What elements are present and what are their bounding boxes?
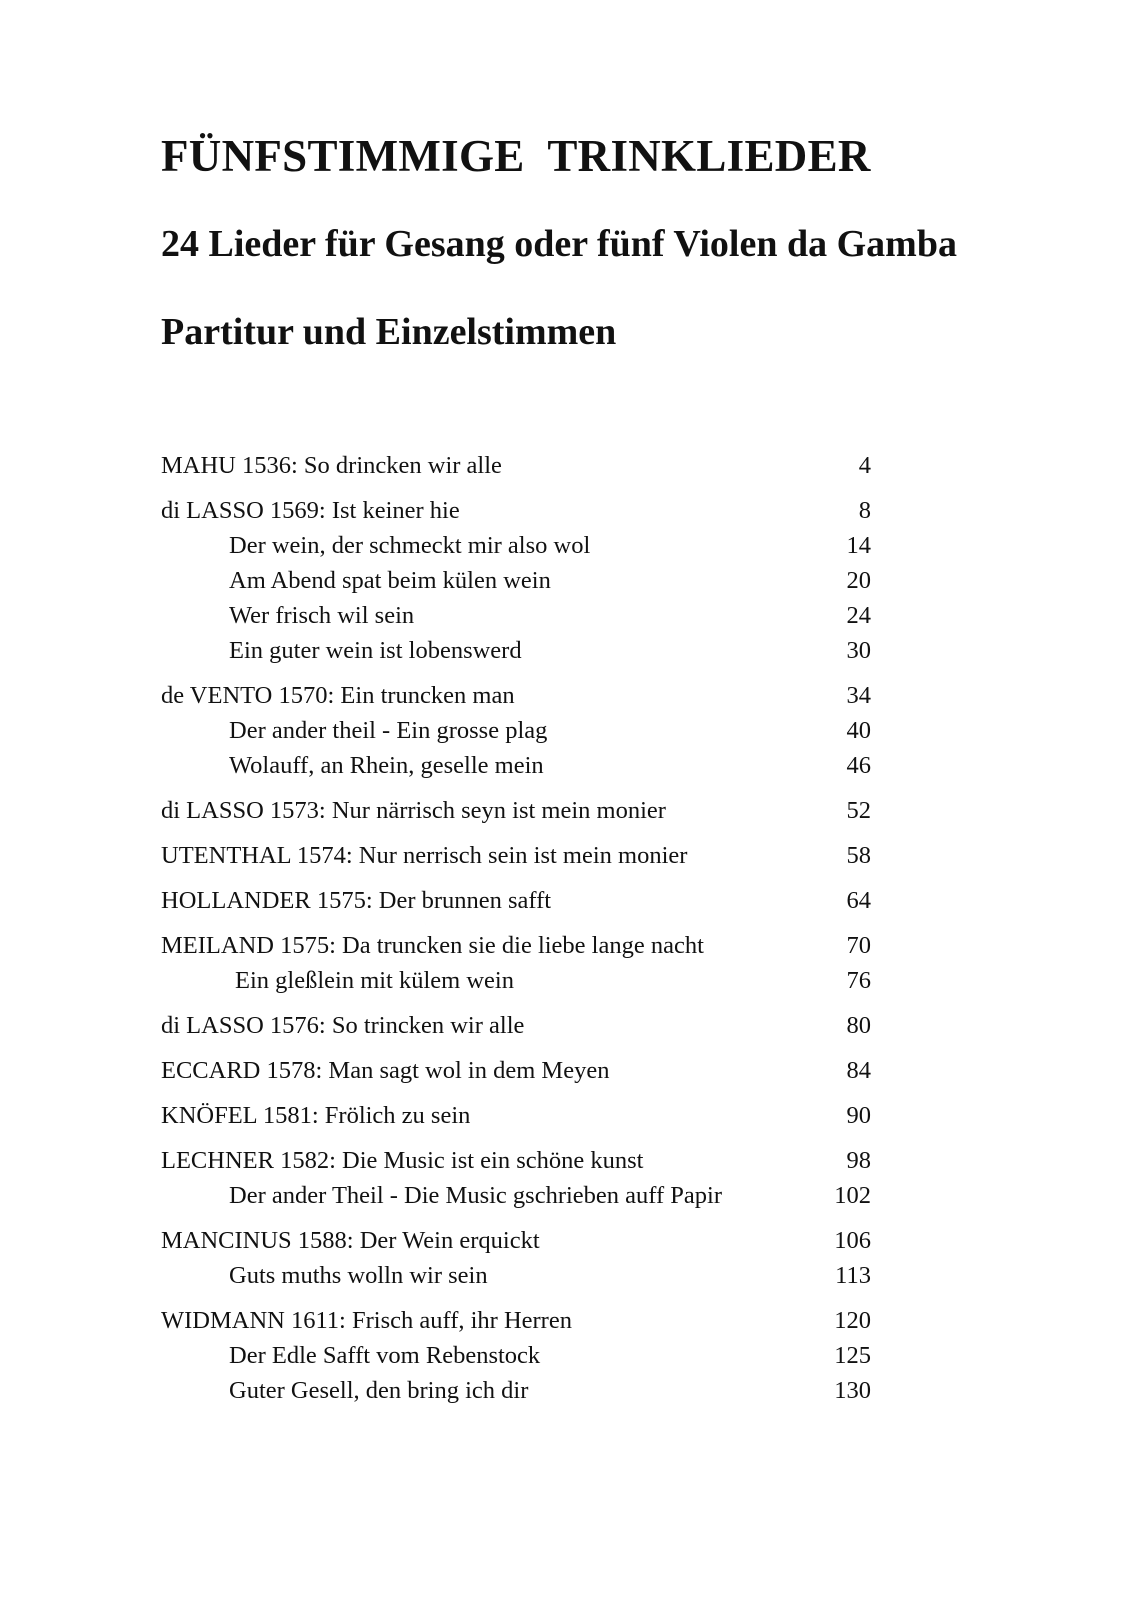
toc-entry [161, 793, 871, 828]
document-title: FÜNFSTIMMIGE TRINKLIEDER [161, 131, 871, 181]
toc-entry-title: Der ander Theil - Die Music gschrieben auff Papir [229, 1182, 723, 1209]
toc-entry [161, 1223, 871, 1258]
toc-group-hollander-1575 [161, 883, 871, 918]
toc-entry-page: 40 [846, 717, 871, 744]
toc-entry-title: WIDMANN 1611: Frisch auff, ihr Herren [161, 1307, 572, 1334]
toc-entry-page: 46 [846, 752, 871, 779]
toc-entry-title: Der Edle Safft vom Rebenstock [229, 1342, 541, 1369]
toc-entry-page: 80 [846, 1012, 871, 1039]
table-of-contents [161, 448, 871, 1418]
toc-entry [161, 1098, 871, 1133]
toc-group-de-vento-1570 [161, 678, 871, 783]
toc-subentry [161, 1338, 871, 1373]
toc-entry-page: 64 [846, 887, 871, 914]
toc-entry-page: 130 [834, 1377, 871, 1404]
toc-entry-title: HOLLANDER 1575: Der brunnen safft [161, 887, 552, 914]
toc-entry-title: di LASSO 1569: Ist keiner hie [161, 497, 460, 524]
toc-group-eccard-1578 [161, 1053, 871, 1088]
toc-entry-title: Wolauff, an Rhein, geselle mein [229, 752, 544, 779]
toc-entry [161, 883, 871, 918]
toc-subentry [161, 633, 871, 668]
toc-subentry [161, 1258, 871, 1293]
toc-group-mancinus-1588 [161, 1223, 871, 1293]
toc-entry-title: Ein guter wein ist lobenswerd [229, 637, 522, 664]
toc-entry-page: 4 [858, 452, 871, 479]
toc-entry-page: 52 [846, 797, 871, 824]
toc-entry-page: 30 [846, 637, 871, 664]
toc-entry-page: 58 [846, 842, 871, 869]
toc-group-di-lasso-1569 [161, 493, 871, 668]
toc-entry-page: 106 [834, 1227, 871, 1254]
toc-entry-page: 125 [834, 1342, 871, 1369]
toc-entry-page: 76 [846, 967, 871, 994]
toc-subentry [161, 528, 871, 563]
toc-entry-title: Guter Gesell, den bring ich dir [229, 1377, 529, 1404]
toc-entry-title: Wer frisch wil sein [229, 602, 415, 629]
toc-entry-title: Der ander theil - Ein grosse plag [229, 717, 548, 744]
toc-entry [161, 1008, 871, 1043]
toc-entry-title: Am Abend spat beim külen wein [229, 567, 551, 594]
toc-entry-title: di LASSO 1576: So trincken wir alle [161, 1012, 525, 1039]
toc-group-di-lasso-1576 [161, 1008, 871, 1043]
toc-entry-page: 102 [834, 1182, 871, 1209]
toc-entry-title: KNÖFEL 1581: Frölich zu sein [161, 1102, 471, 1129]
toc-entry-title: di LASSO 1573: Nur närrisch seyn ist mein monier [161, 797, 666, 824]
toc-entry-title: LECHNER 1582: Die Music ist ein schöne kunst [161, 1147, 644, 1174]
toc-subentry [161, 713, 871, 748]
toc-group-knoefel-1581 [161, 1098, 871, 1133]
document-subtitle: 24 Lieder für Gesang oder fünf Violen da Gamba [161, 223, 957, 265]
toc-group-widmann-1611 [161, 1303, 871, 1408]
toc-entry-title: Der wein, der schmeckt mir also wol [229, 532, 591, 559]
toc-entry-page: 98 [846, 1147, 871, 1174]
toc-entry-page: 8 [858, 497, 871, 524]
toc-entry [161, 838, 871, 873]
toc-entry-title: UTENTHAL 1574: Nur nerrisch sein ist mein monier [161, 842, 688, 869]
toc-entry [161, 1303, 871, 1338]
toc-entry-page: 14 [846, 532, 871, 559]
document-subtitle-edition: Partitur und Einzelstimmen [161, 311, 617, 353]
toc-entry [161, 928, 871, 963]
toc-entry [161, 678, 871, 713]
toc-subentry [161, 563, 871, 598]
toc-entry-page: 90 [846, 1102, 871, 1129]
toc-entry-page: 20 [846, 567, 871, 594]
toc-entry-page: 84 [846, 1057, 871, 1084]
toc-entry [161, 493, 871, 528]
toc-entry-page: 34 [846, 682, 871, 709]
toc-entry [161, 448, 871, 483]
toc-subentry [161, 1373, 871, 1408]
toc-entry [161, 1053, 871, 1088]
toc-subentry [161, 963, 871, 998]
toc-entry-title: Guts muths wolln wir sein [229, 1262, 488, 1289]
toc-group-mahu-1536 [161, 448, 871, 483]
toc-entry-page: 24 [846, 602, 871, 629]
toc-subentry [161, 598, 871, 633]
toc-entry-title: ECCARD 1578: Man sagt wol in dem Meyen [161, 1057, 610, 1084]
toc-subentry [161, 1178, 871, 1213]
toc-entry-title: MANCINUS 1588: Der Wein erquickt [161, 1227, 540, 1254]
toc-entry-page: 70 [846, 932, 871, 959]
toc-entry-title: de VENTO 1570: Ein truncken man [161, 682, 515, 709]
toc-entry-title: MAHU 1536: So drincken wir alle [161, 452, 502, 479]
toc-group-lechner-1582 [161, 1143, 871, 1213]
toc-entry-page: 120 [834, 1307, 871, 1334]
toc-entry-title: MEILAND 1575: Da truncken sie die liebe lange nacht [161, 932, 704, 959]
toc-group-meiland-1575 [161, 928, 871, 998]
toc-subentry [161, 748, 871, 783]
toc-group-di-lasso-1573 [161, 793, 871, 828]
toc-group-utenthal-1574 [161, 838, 871, 873]
toc-entry-title: Ein gleßlein mit külem wein [235, 967, 514, 994]
toc-entry-page: 113 [835, 1262, 871, 1289]
toc-entry [161, 1143, 871, 1178]
